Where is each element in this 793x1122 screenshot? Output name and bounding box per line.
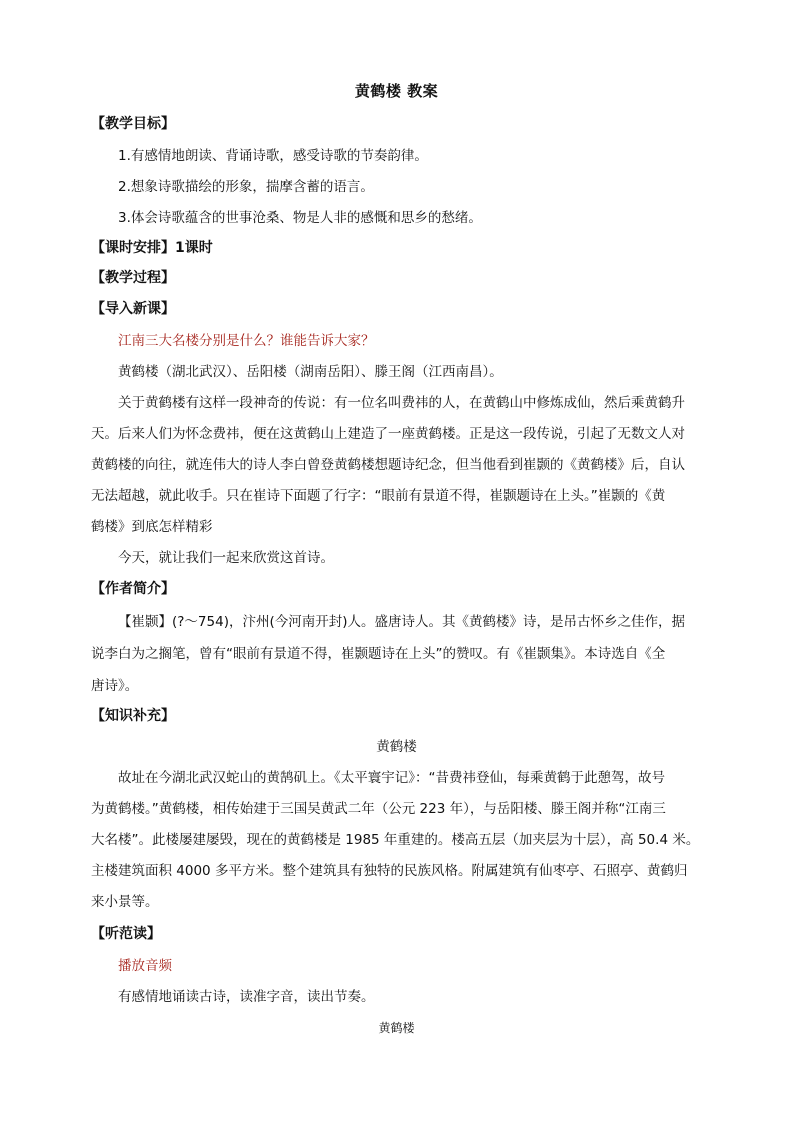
author-line-1: 【崔颢】(?～754)，汴州(今河南开封)人。盛唐诗人。其《黄鹤楼》诗，是吊古怀乡之佳作，据 [118,614,685,630]
intro-heading: 【导入新课】 [91,301,175,317]
author-line-3: 唐诗》。 [91,678,139,694]
page-title: 黄鹤楼 教案 [354,82,439,100]
knowledge-line-3: 大名楼”。此楼屡建屡毁，现在的黄鹤楼是 1985 年重建的。楼高五层（加夹层为十层），高 50.4 米。 [91,832,700,848]
listen-heading: 【听范读】 [91,926,161,942]
goal-item-2: 2.想象诗歌描绘的形象，揣摩含蓄的语言。 [118,179,374,195]
process-heading: 【教学过程】 [91,270,175,286]
knowledge-line-2: 为黄鹤楼。”黄鹤楼，相传始建于三国吴黄武二年（公元 223 年），与岳阳楼、滕王阁并称“江南三 [91,801,666,817]
knowledge-line-1: 故址在今湖北武汉蛇山的黄鹄矶上。《太平寰宇记》：“昔费祎登仙，每乘黄鹤于此憩驾，故号 [118,770,665,786]
knowledge-heading: 【知识补充】 [91,708,175,724]
poem-title: 黄鹤楼 [378,1021,415,1035]
legend-line-3: 黄鹤楼的向往，就连伟大的诗人李白曾登黄鹤楼想题诗纪念，但当他看到崔颢的《黄鹤楼》后，自认 [91,457,685,473]
teaching-goals-heading: 【教学目标】 [91,116,175,132]
knowledge-title: 黄鹤楼 [376,739,417,755]
author-line-2: 说李白为之搁笔，曾有“眼前有景道不得，崔颢题诗在上头”的赞叹。有《崔颢集》。本诗选自《全 [91,646,666,662]
knowledge-line-4: 主楼建筑面积 4000 多平方米。整个建筑具有独特的民族风格。附属建筑有仙枣亭、石照亭、黄鹤归 [91,863,688,879]
play-audio-link[interactable]: 播放音频 [118,958,172,974]
schedule-heading: 【课时安排】1课时 [91,240,213,256]
legend-line-4: 无法超越，就此收手。只在崔诗下面题了行字：“眼前有景道不得，崔颢题诗在上头。”崔颢的《黄 [91,488,666,504]
knowledge-line-5: 来小景等。 [91,894,159,910]
intro-answer: 黄鹤楼（湖北武汉）、岳阳楼（湖南岳阳）、滕王阁（江西南昌）。 [118,364,503,380]
listen-instruction: 有感情地诵读古诗，读准字音，读出节奏。 [118,989,375,1005]
goal-item-1: 1.有感情地朗读、背诵诗歌，感受诗歌的节奏韵律。 [118,148,428,164]
today-line: 今天，就让我们一起来欣赏这首诗。 [118,550,334,566]
author-heading: 【作者简介】 [91,581,175,597]
goal-item-3: 3.体会诗歌蕴含的世事沧桑、物是人非的感慨和思乡的愁绪。 [118,210,482,226]
legend-line-2: 天。后来人们为怀念费祎，便在这黄鹤山上建造了一座黄鹤楼。正是这一段传说，引起了无数文人对 [91,426,685,442]
legend-line-5: 鹤楼》到底怎样精彩 [91,519,213,535]
legend-line-1: 关于黄鹤楼有这样一段神奇的传说：有一位名叫费祎的人，在黄鹤山中修炼成仙，然后乘黄鹤升 [118,395,685,411]
intro-question: 江南三大名楼分别是什么？谁能告诉大家？ [118,333,375,349]
